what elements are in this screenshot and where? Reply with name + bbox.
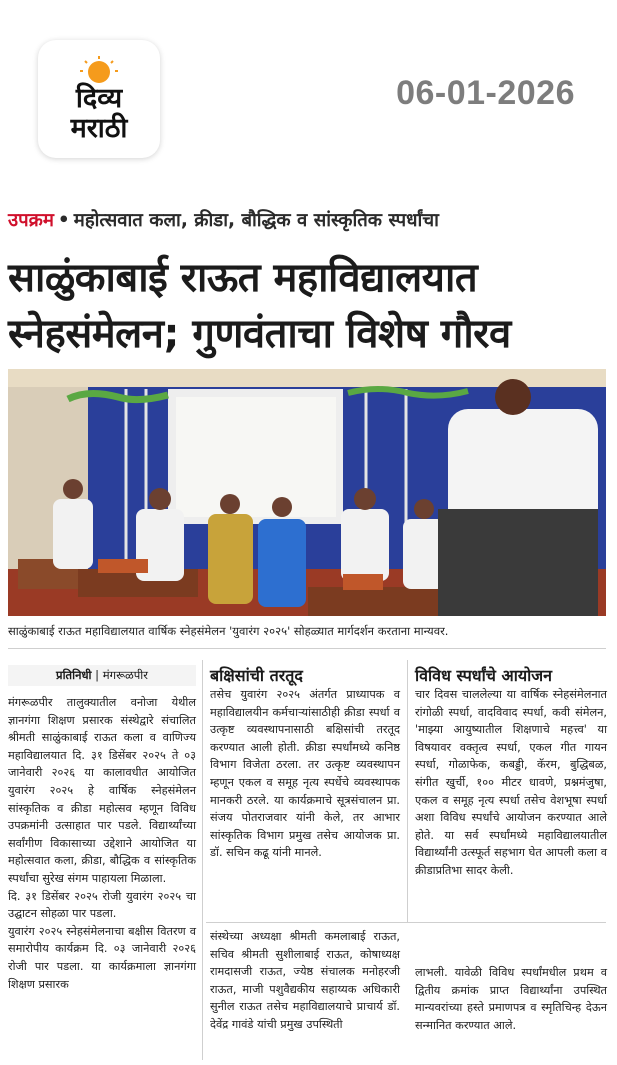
bottom-paragraph-2: लाभली. यावेळी विविध स्पर्धांमधील प्रथम व द्वितीय क्रमांक प्राप्त विद्यार्थ्यांना उपस्थित मान्यवरांच्या हस्ते प्रमाणपत्र व स्मृतिचिन्ह देऊन सन्मानित करण्यात आले. — [415, 966, 607, 1032]
bottom-paragraph-1: संस्थेच्या अध्यक्षा श्रीमती कमलाबाई राऊत, सचिव श्रीमती सुशीलाबाई राऊत, कोषाध्यक्ष रामदासजी राऊत, ज्येष्ठ संचालक मनोहरजी राऊत, माजी पशुवैद्यकीय सहाय्यक अधिकारी सुनील राऊत तसेच महाविद्यालयाचे प्राचार्य डॉ. देवेंद्र गावंडे यांची प्रमुख उपस्थिती — [210, 930, 400, 1031]
event-photo — [8, 369, 606, 616]
bottom-column-b — [415, 964, 607, 1034]
col3-heading: विविध स्पर्धांचे आयोजन — [415, 666, 553, 685]
caption-divider — [8, 648, 606, 649]
column-3 — [415, 686, 607, 880]
bullet-icon: • — [57, 210, 70, 231]
kicker-text: महोत्सवात कला, क्रीडा, बौद्धिक व सांस्कृतिक स्पर्धांचा — [73, 210, 439, 231]
col1-paragraph-1: मंगरूळपीर तालुक्यातील वनोजा येथील ज्ञानगंगा शिक्षण प्रसारक संस्थेद्वारे संचालित श्रीमती साळुंकाबाई राऊत कला व वाणिज्य महाविद्यालयात दि. ३१ डिसेंबर २०२५ ते ०३ जानेवारी २०२६ या कालावधीत आयोजित युवारंग २०२५ हे वार्षिक स्नेहसंमेलन सांस्कृतिक व क्रीडा महोत्सव म्हणून विविध उपक्रमांनी उत्साहात पार पडले. विद्यार्थ्यांच्या सर्वांगीण विकासाच्या उद्देशाने आयोजित या महोत्सवात कला, क्रीडा, बौद्धिक व सांस्कृतिक स्पर्धांचा सुरेख संगम पाहायला मिळाला. — [8, 696, 196, 885]
col2-heading: बक्षिसांची तरतूद — [210, 666, 303, 685]
column-divider-1 — [202, 660, 203, 1060]
divya-marathi-logo — [38, 40, 160, 158]
bottom-column-a — [210, 928, 400, 1034]
column-1 — [8, 694, 196, 993]
kicker-tag: उपक्रम — [8, 210, 54, 231]
publication-date: 06-01-2026 — [396, 74, 575, 112]
col3-paragraph-1: चार दिवस चाललेल्या या वार्षिक स्नेहसंमेलनात रांगोळी स्पर्धा, वादविवाद स्पर्धा, कवी संमेलन, 'माझ्या आयुष्यातील शिक्षणाचे महत्त्व' या विषयावर वक्तृत्व स्पर्धा, एकल गीत गायन स्पर्धा, गोळाफेक, कबड्डी, कॅरम, बुद्धिबळ, संगीत खुर्ची, १०० मीटर धावणे, प्रश्नमंजुषा, एकल व समूह नृत्य स्पर्धा तसेच वेशभूषा स्पर्धा अशा विविध स्पर्धांचे आयोजन करण्यात आले होते. या सर्व स्पर्धांमध्ये महाविद्यालयातील विद्यार्थ्यांनी उत्स्फूर्त सहभाग घेत आपली कला व क्रीडाप्रतिभा सादर केली. — [415, 688, 607, 877]
kicker — [8, 207, 608, 232]
photo-caption: साळुंकाबाई राऊत महाविद्यालयात वार्षिक स्नेहसंमेलन 'युवारंग २०२५' सोहळ्यात मार्गदर्शन करताना मान्यवर. — [8, 624, 449, 638]
headline-line-2: स्नेहसंमेलन; गुणवंताचा विशेष गौरव — [8, 311, 511, 357]
byline: प्रतिनिधी | मंगरूळपीर — [8, 665, 196, 686]
col2-paragraph-1: तसेच युवारंग २०२५ अंतर्गत प्राध्यापक व महाविद्यालयीन कर्मचाऱ्यांसाठीही क्रीडा स्पर्धा व उत्कृष्ट व्यवस्थापनासाठी बक्षिसांची तरतूद करण्यात आली होती. क्रीडा स्पर्धांमध्ये कनिष्ठ विभाग विजेता ठरला. तर उत्कृष्ट व्यवस्थापन म्हणून एकल व समूह नृत्य स्पर्धेचे व्यवस्थापक मानकरी ठरले. या कार्यक्रमाचे सूत्रसंचालन प्रा. संजय पोतराजवार यांनी केले, तर आभार सांस्कृतिक विभाग प्रमुख तसेच आयोजक प्रा. डॉ. सचिन कढू यांनी मानले. — [210, 688, 400, 860]
logo-line-2: मराठी — [70, 113, 128, 144]
col1-paragraph-2: दि. ३१ डिसेंबर २०२५ रोजी युवारंग २०२५ चा उद्घाटन सोहळा पार पडला. — [8, 889, 196, 921]
headline — [8, 250, 608, 362]
column-2 — [210, 686, 400, 862]
byline-place: मंगरूळपीर — [102, 668, 148, 682]
sun-icon — [69, 54, 129, 84]
col1-paragraph-3: युवारंग २०२५ स्नेहसंमेलनाचा बक्षीस वितरण व समारोपीय कार्यक्रम दि. ०३ जानेवारी २०२६ रोजी पार पडला. या कार्यक्रमाला ज्ञानगंगा शिक्षण प्रसारक — [8, 924, 196, 991]
column-divider-2 — [407, 660, 408, 922]
bottom-section-divider — [206, 922, 606, 923]
logo-line-1: दिव्य — [75, 83, 123, 114]
headline-line-1: साळुंकाबाई राऊत महाविद्यालयात — [8, 255, 478, 301]
byline-label: प्रतिनिधी — [56, 668, 92, 682]
